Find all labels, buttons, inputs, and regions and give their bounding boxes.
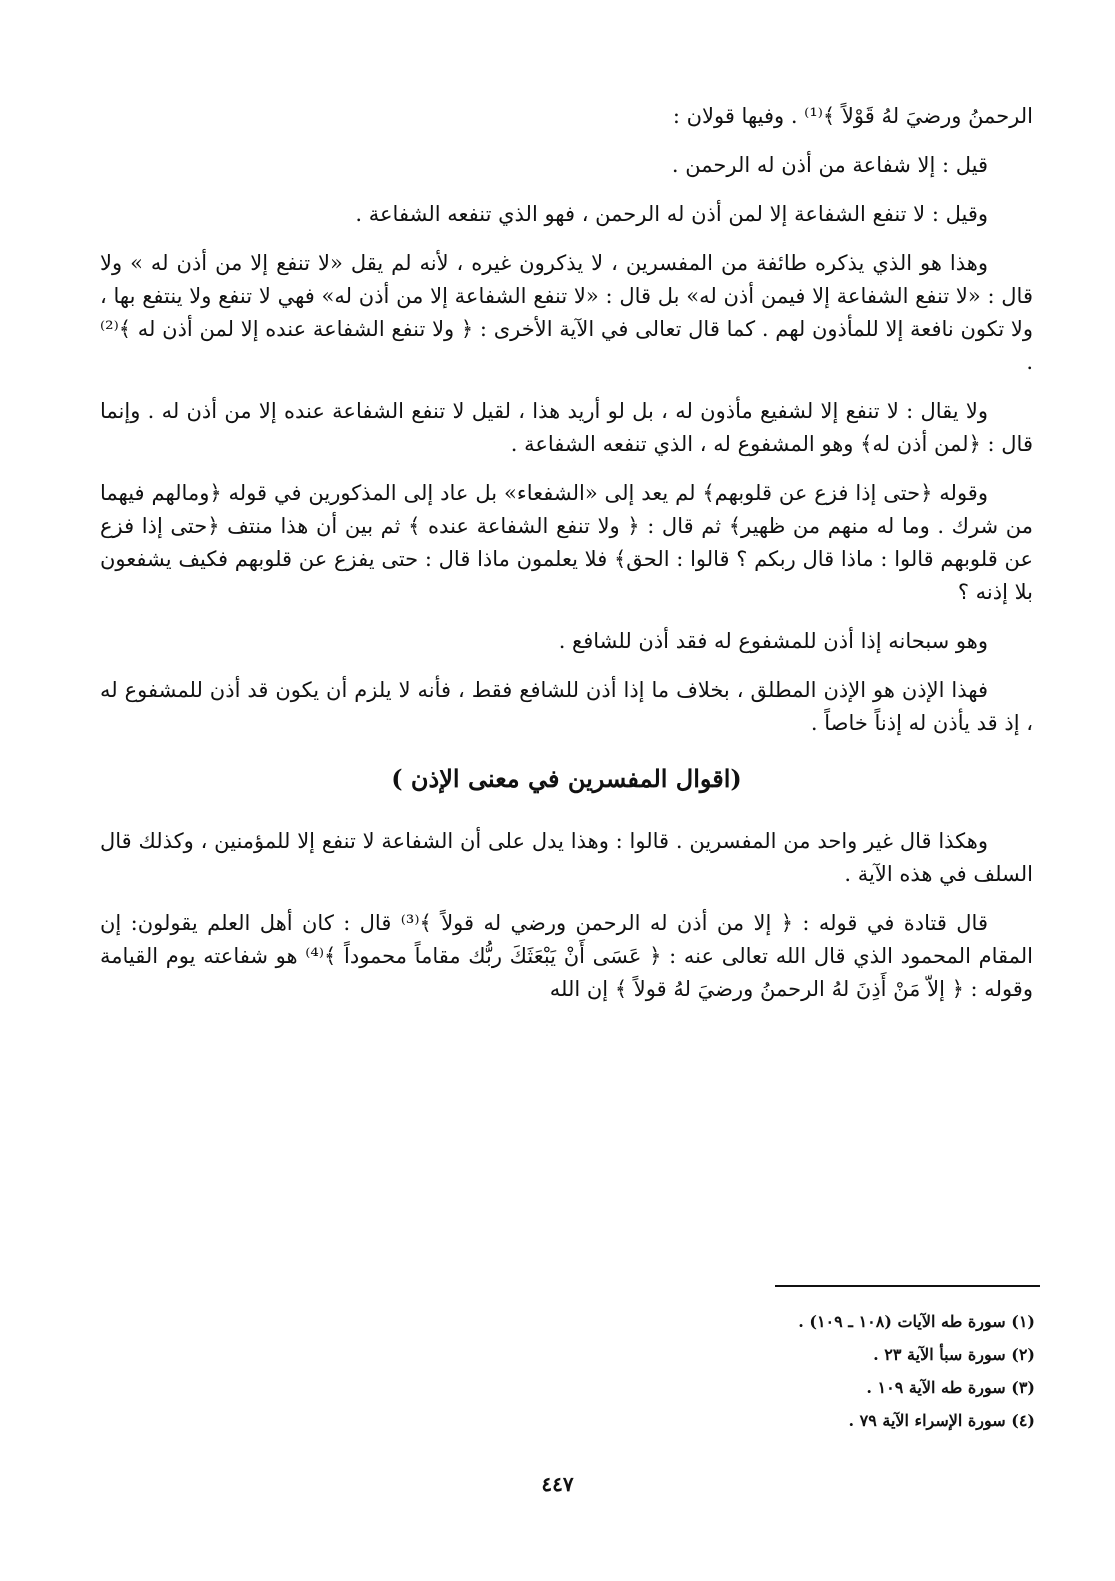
paragraph: قيل : إلا شفاعة من أذن له الرحمن . (671, 153, 988, 177)
paragraph: وهذا هو الذي يذكره طائفة من المفسرين ، لا يذكرون غيره ، لأنه لم يقل «لا تنفع إلا من أذن له » ولا قال : «لا تنفع الشفاعة إلا فيمن أذن له» بل قال : «لا تنفع الشفاعة إلا من أذن له» فهي لا تنفع ولا ينتفع بها ، ولا تكون نافعة إلا للمأذون لهم . كما قال تعالى في الآية الأخرى : ﴿ ولا تنفع الشفاعة عنده إلا لمن أذن له ﴾⁽²⁾ . (100, 251, 1033, 374)
paragraph: فهذا الإذن هو الإذن المطلق ، بخلاف ما إذا أذن للشافع فقط ، فأنه لا يلزم أن يكون قد أذن للمشفوع له ، إذ قد يأذن له إذناً خاصاً . (100, 678, 1033, 735)
paragraph: وقوله ﴿حتى إذا فزع عن قلوبهم﴾ لم يعد إلى «الشفعاء» بل عاد إلى المذكورين في قوله ﴿ومالهم فيهما من شرك . وما له منهم من ظهير﴾ ثم قال : ﴿ ولا تنفع الشفاعة عنده ﴾ ثم بين أن هذا منتف ﴿حتى إذا فزع عن قلوبهم قالوا : ماذا قال ربكم ؟ قالوا : الحق﴾ فلا يعلمون ماذا قال : حتى يفزع عن قلوبهم فكيف يشفعون بلا إذنه ؟ (100, 481, 1033, 604)
paragraph: وهو سبحانه إذا أذن للمشفوع له فقد أذن للشافع . (558, 629, 988, 653)
footnote-separator (775, 1285, 1040, 1287)
main-text (100, 100, 1033, 1022)
paragraph: قال قتادة في قوله : ﴿ إلا من أذن له الرحمن ورضي له قولاً ﴾⁽³⁾ قال : كان أهل العلم يقولون: إن المقام المحمود الذي قال الله تعالى عنه : ﴿ عَسَى أَنْ يَبْعَثَكَ ربُّك مقاماً محموداً ﴾⁽⁴⁾ هو شفاعته يوم القيامة وقوله : ﴿ إلاّ مَنْ أَذِنَ لهُ الرحمنُ ورضيَ لهُ قولاً ﴾ إن الله (100, 911, 1034, 1001)
section-heading: (اقوال المفسرين في معنى الإذن ) (391, 764, 742, 793)
paragraph: ولا يقال : لا تنفع إلا لشفيع مأذون له ، بل لو أريد هذا ، لقيل لا تنفع الشفاعة عنده إلا من أذن له . وإنما قال : ﴿لمن أذن له﴾ وهو المشفوع له ، الذي تنفعه الشفاعة . (100, 399, 1033, 456)
footnote: (٤) سورة الإسراء الآية ٧٩ . (848, 1411, 1035, 1430)
page-number: ٤٤٧ (541, 1472, 574, 1496)
footnote: (٢) سورة سبأ الآية ٢٣ . (873, 1345, 1035, 1364)
paragraph: وهكذا قال غير واحد من المفسرين . قالوا : وهذا يدل على أن الشفاعة لا تنفع إلا للمؤمنين ، وكذلك قال السلف في هذه الآية . (100, 829, 1033, 886)
footnotes (535, 1305, 1035, 1437)
paragraph: وقيل : لا تنفع الشفاعة إلا لمن أذن له الرحمن ، فهو الذي تنفعه الشفاعة . (355, 202, 988, 226)
footnote: (٣) سورة طه الآية ١٠٩ . (866, 1378, 1035, 1397)
footnote: (١) سورة طه الآيات (١٠٨ ـ ١٠٩) . (798, 1312, 1035, 1331)
paragraph: الرحمنُ ورضيَ لهُ قَوْلاً ﴾⁽¹⁾ . وفيها قولان : (672, 104, 1033, 128)
